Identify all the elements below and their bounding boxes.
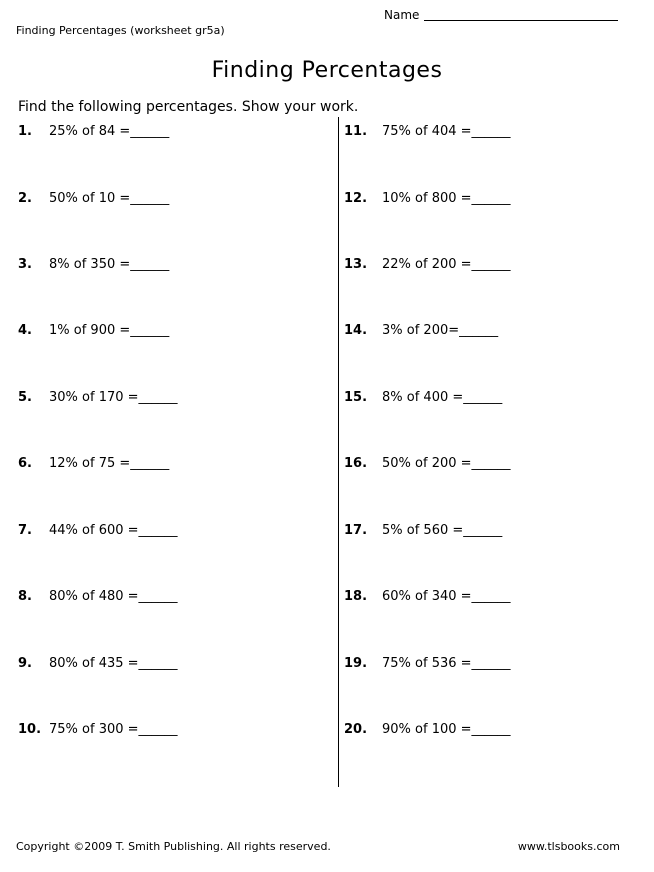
- worksheet-id: Finding Percentages (worksheet gr5a): [16, 24, 225, 37]
- problem-number: 12.: [344, 191, 368, 206]
- problem-number: 3.: [18, 257, 32, 272]
- problem-expression: 75% of 536 =______: [382, 656, 511, 671]
- website-link[interactable]: www.tlsbooks.com: [517, 840, 620, 853]
- problem-expression: 25% of 84 =______: [49, 124, 170, 139]
- column-divider: [338, 117, 339, 787]
- problem-number: 4.: [18, 323, 32, 338]
- copyright-notice: Copyright ©2009 T. Smith Publishing. All rights reserved.: [16, 840, 331, 853]
- problem-expression: 44% of 600 =______: [49, 523, 178, 538]
- problem-expression: 3% of 200=______: [382, 323, 499, 338]
- problem-expression: 90% of 100 =______: [382, 722, 511, 737]
- problem-number: 8.: [18, 589, 32, 604]
- name-label: Name: [384, 8, 420, 22]
- problem-expression: 50% of 200 =______: [382, 456, 511, 471]
- problem-number: 9.: [18, 656, 32, 671]
- page-title: Finding Percentages: [211, 58, 443, 83]
- problem-number: 18.: [344, 589, 368, 604]
- problem-expression: 8% of 350 =______: [49, 257, 170, 272]
- problem-expression: 30% of 170 =______: [49, 390, 178, 405]
- problem-expression: 75% of 300 =______: [49, 722, 178, 737]
- problem-number: 10.: [18, 722, 42, 737]
- problem-number: 5.: [18, 390, 32, 405]
- problem-number: 11.: [344, 124, 368, 139]
- problem-number: 1.: [18, 124, 32, 139]
- problem-expression: 1% of 900 =______: [49, 323, 170, 338]
- problem-number: 14.: [344, 323, 368, 338]
- problem-number: 20.: [344, 722, 368, 737]
- problem-number: 17.: [344, 523, 368, 538]
- problem-expression: 22% of 200 =______: [382, 257, 511, 272]
- instructions: Find the following percentages. Show your work.: [18, 99, 359, 115]
- problem-number: 2.: [18, 191, 32, 206]
- problem-expression: 8% of 400 =______: [382, 390, 503, 405]
- problem-expression: 50% of 10 =______: [49, 191, 170, 206]
- problem-expression: 5% of 560 =______: [382, 523, 503, 538]
- problem-expression: 80% of 480 =______: [49, 589, 178, 604]
- problem-number: 19.: [344, 656, 368, 671]
- problem-number: 7.: [18, 523, 32, 538]
- problem-number: 13.: [344, 257, 368, 272]
- problem-number: 6.: [18, 456, 32, 471]
- problem-expression: 12% of 75 =______: [49, 456, 170, 471]
- problem-expression: 80% of 435 =______: [49, 656, 178, 671]
- problem-expression: 10% of 800 =______: [382, 191, 511, 206]
- problem-expression: 60% of 340 =______: [382, 589, 511, 604]
- problem-number: 15.: [344, 390, 368, 405]
- name-blank-line: [424, 20, 618, 21]
- problem-number: 16.: [344, 456, 368, 471]
- problem-expression: 75% of 404 =______: [382, 124, 511, 139]
